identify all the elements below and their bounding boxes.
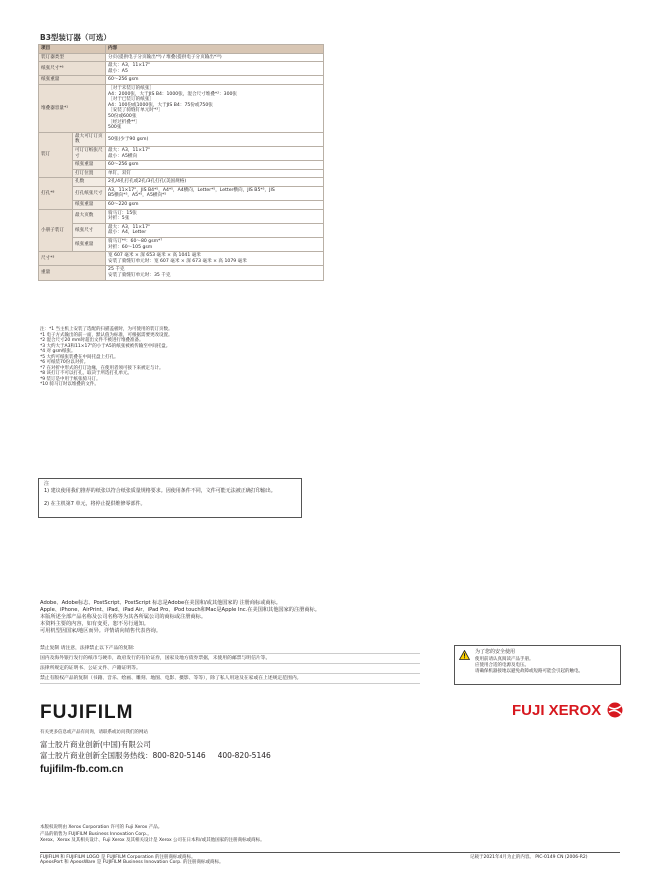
safety-box <box>454 645 621 685</box>
footnote: *4 对 gsm纸张。 <box>40 349 76 354</box>
footnote: *1 电子方式输出的前一面，默认值为标准，可根据需要更改设置。 <box>40 332 173 338</box>
footer-bottom-right: 记载于2021年4月为止的内容。 PIC-0149 CN (2006-R2) <box>470 855 588 860</box>
footnote: *10 骑马订时以堆叠的文件。 <box>40 382 99 387</box>
table-row <box>39 178 324 187</box>
row-value: 50张(少于90 gsm) <box>106 132 324 146</box>
trademark-line: 可用机型因国家/地区而异。详情请向销售代表咨询。 <box>40 628 162 634</box>
caution-title: 注 <box>44 481 50 487</box>
row-value: 最大：A3，11×17" 最小：A4，Letter <box>106 223 324 237</box>
footer-divider <box>40 852 620 853</box>
row-value: 最大：A3，11×17" 最小：A5 <box>106 62 324 76</box>
safety-title: 为了您的安全使用 <box>475 649 516 655</box>
row-value: 60～256 gsm <box>106 161 324 170</box>
group-label: 打孔*⁸ <box>39 178 73 209</box>
safety-line: 使用前请认真阅读产品手册。 <box>475 657 534 662</box>
row-value: 最大：A3，11×17" 最小：A5横向 <box>106 146 324 160</box>
fuji-xerox-wordmark: FUJI XEROX <box>512 702 602 719</box>
row-label: 尺寸*³ <box>39 252 106 266</box>
legal-line: 禁止有版权产品的复制（书籍、音乐、绘画、雕刻、地图、电影、摄影、等等），除了私人用途及在家或在上述规定范围内。 <box>40 674 420 684</box>
row-value: 单钉，双钉 <box>106 169 324 178</box>
table-row <box>39 186 324 200</box>
company-hotline: 富士胶片商业创新全国服务热线：800-820-5146 400-820-5146 <box>40 751 271 761</box>
table-row <box>39 238 324 252</box>
caution-box <box>38 478 302 518</box>
row-label: 重量 <box>39 266 106 280</box>
row-label: 纸张尺寸 <box>73 223 106 237</box>
table-row <box>39 132 324 146</box>
row-label: 纸张尺寸*⁶ <box>39 62 106 76</box>
xerox-ball-icon <box>607 702 623 718</box>
legal-notice <box>40 644 420 684</box>
footnote: 注：*1 当主机上安装了选配的扫描盖板时，为可使用的装订页数。 <box>40 327 173 332</box>
legal-line: 禁止复制 请注意，法律禁止以下产品的复制： <box>40 644 420 654</box>
row-label: 堆叠器容量*¹ <box>39 84 106 132</box>
row-label: 最大页数 <box>73 209 106 223</box>
group-label: 小册子装订 <box>39 209 73 252</box>
footer-line: Xerox、Xerox 及其相关设计、Fuji Xerox 及其相关设计是 Xerox 公司在日本和/或其他国家的注册商标或商标。 <box>40 838 265 843</box>
row-value: 25 千克 安装了骑缝钉单元时：35 千克 <box>106 266 324 280</box>
table-row <box>39 266 324 280</box>
footnote: *2 混合尺寸20 mm时超出文件不被进行堆叠准备。 <box>40 338 144 343</box>
row-label: 打孔纸张尺寸 <box>73 186 106 200</box>
row-value: A3，11×17"，JIS B4*⁵，A4*⁵，A4横向，Letter*⁵，Letter横向，JIS B5*⁵，JIS B5横向*⁵，A5*⁵，A5横向*⁵ <box>106 186 324 200</box>
company-name: 富士胶片商业创新(中国)有限公司 <box>40 740 151 750</box>
footnote: *7 在对折中形式的打订边缘，在使用者须可接下来被定与计。 <box>40 365 164 371</box>
row-value: 骑马订*⁶：60～80 gsm*⁷ 对折：60～105 gsm <box>106 238 324 252</box>
table-row <box>39 252 324 266</box>
caution-item: 1) 建议使用我们推荐的纸张以符合纸张质量规格要求。因使用条件不同，文件可能无法被正确打印输出。 <box>44 488 276 494</box>
group-label: 装订 <box>39 132 73 178</box>
trademark-line: 本资料主要的内容，如有变更，恕不另行通知。 <box>40 621 149 627</box>
footnote: *3 大约大于A3和11×17"的小于A5的纸张被被传输至中间托盘。 <box>40 343 171 349</box>
footnote: *9 装订是中用于纸张骑马订。 <box>40 376 101 382</box>
row-value: 骑马订：15张 对折：5张 <box>106 209 324 223</box>
trademark-notice <box>40 600 440 635</box>
row-value: 60～256 gsm <box>106 76 324 85</box>
warning-icon <box>459 650 470 660</box>
row-value: 宽 607 毫米 × 深 653 毫米 × 高 1041 毫米 安装了骑缝钉单元时：宽 607 毫米 × 深 673 毫米 × 高 1079 毫米 <box>106 252 324 266</box>
header-item: 项目 <box>39 45 106 54</box>
footnote: *5 大约可纸张装叠在中间托盘上打孔。 <box>40 354 119 360</box>
row-label: 最大可订订页数 <box>73 132 106 146</box>
row-label: 纸张重量 <box>73 238 106 252</box>
row-label: 纸张重量 <box>39 76 106 85</box>
table-row <box>39 62 324 76</box>
row-value: ［对于未装订的纸张］ A4：2000张，大于JIS B4：1000张，混合尺寸堆叠*²：300张 ［对于已装订的纸张］ A4：100份或1000张，大于JIS B4：75份或750张 ［安装了骑缝钉单元时*³］ 50份或600张 ［经过折叠*⁴］ 500张 <box>106 84 324 132</box>
table-row <box>39 76 324 85</box>
safety-line: 应使用合适的电源及电压。 <box>475 663 529 668</box>
table-row <box>39 223 324 237</box>
row-label: 装订器类型 <box>39 53 106 62</box>
caution-item: 2) 在主机第7 单元，将停止提供维修零部件。 <box>44 501 146 507</box>
fuji-xerox-logo <box>512 702 623 719</box>
table-row <box>39 84 324 132</box>
table-row <box>39 53 324 62</box>
row-value: 分页(提供电子分页输出*⁹) / 堆叠(提供电子分页输出*¹⁰) <box>106 53 324 62</box>
company-note: 有关更多信息或产品有问询，请联系或访问我们的网站 <box>40 730 148 735</box>
table-row <box>39 146 324 160</box>
table-row <box>39 169 324 178</box>
trademark-line: Apple、iPhone、AirPrint、iPad、iPad Air、iPad Pro、iPod touch和Mac是Apple Inc.在美国和其他国家的注册商标。 <box>40 607 320 613</box>
row-label: 孔数 <box>73 178 106 187</box>
footnote: *6 可纸装70份以对折。 <box>40 360 89 365</box>
table-row <box>39 161 324 170</box>
row-value: 60～220 gsm <box>106 201 324 210</box>
row-label: 打订位置 <box>73 169 106 178</box>
row-label: 可订订纸张尺寸 <box>73 146 106 160</box>
legal-line: 国内及海外银行发行的纸币与硬币，政府发行的有价证券，国家及地方债券票据，未使用的邮票与明信片等。 <box>40 654 420 664</box>
footnotes <box>40 327 325 388</box>
trademark-line: 本版所述全部产品名称及公司名称等为其各所属公司的商标或注册商标。 <box>40 614 207 620</box>
row-value: 2孔/4孔打孔或2孔/3孔打孔(美国规格) <box>106 178 324 187</box>
footer-line: 产品的销售为 FUJIFILM Business Innovation Corp.。 <box>40 831 152 837</box>
section-title: B3型装订器（可选） <box>40 33 111 42</box>
footer-line: 本版权说明由 Xerox Corporation 许可的 Fuji Xerox 产品。 <box>40 825 163 830</box>
header-content: 内容 <box>106 45 324 54</box>
row-label: 纸张重量 <box>73 201 106 210</box>
table-row <box>39 201 324 210</box>
safety-line: 请确保机器接地以避免故障或短路可能会引起的触电。 <box>475 669 583 674</box>
table-row <box>39 209 324 223</box>
row-label: 纸张重量 <box>73 161 106 170</box>
legal-line: 法律所规定的证明书、公证文件、户籍证明等。 <box>40 664 420 674</box>
company-info <box>40 730 380 761</box>
trademark-line: Adobe、Adobe标志、PostScript、PostScript 标志是Adobe在美国和/或其他国家的 注册商标或商标。 <box>40 600 281 606</box>
fujifilm-logo: FUJIFILM <box>40 702 134 723</box>
footer-bottom-left: FUJIFILM 和 FUJIFILM LOGO 是 FUJIFILM Corporation 的注册商标或商标。 ApeosPort 和 ApeosWare 是 FUJIFILM Business Innovation Corp. 的注册商标或商标。 <box>40 855 224 866</box>
table-header-row <box>39 45 324 54</box>
website-link[interactable]: fujifilm-fb.com.cn <box>40 764 124 775</box>
footnote: *8 该打订不可以打孔，取决于所选打孔单元。 <box>40 371 133 376</box>
spec-table <box>38 44 324 281</box>
footer <box>40 825 620 845</box>
